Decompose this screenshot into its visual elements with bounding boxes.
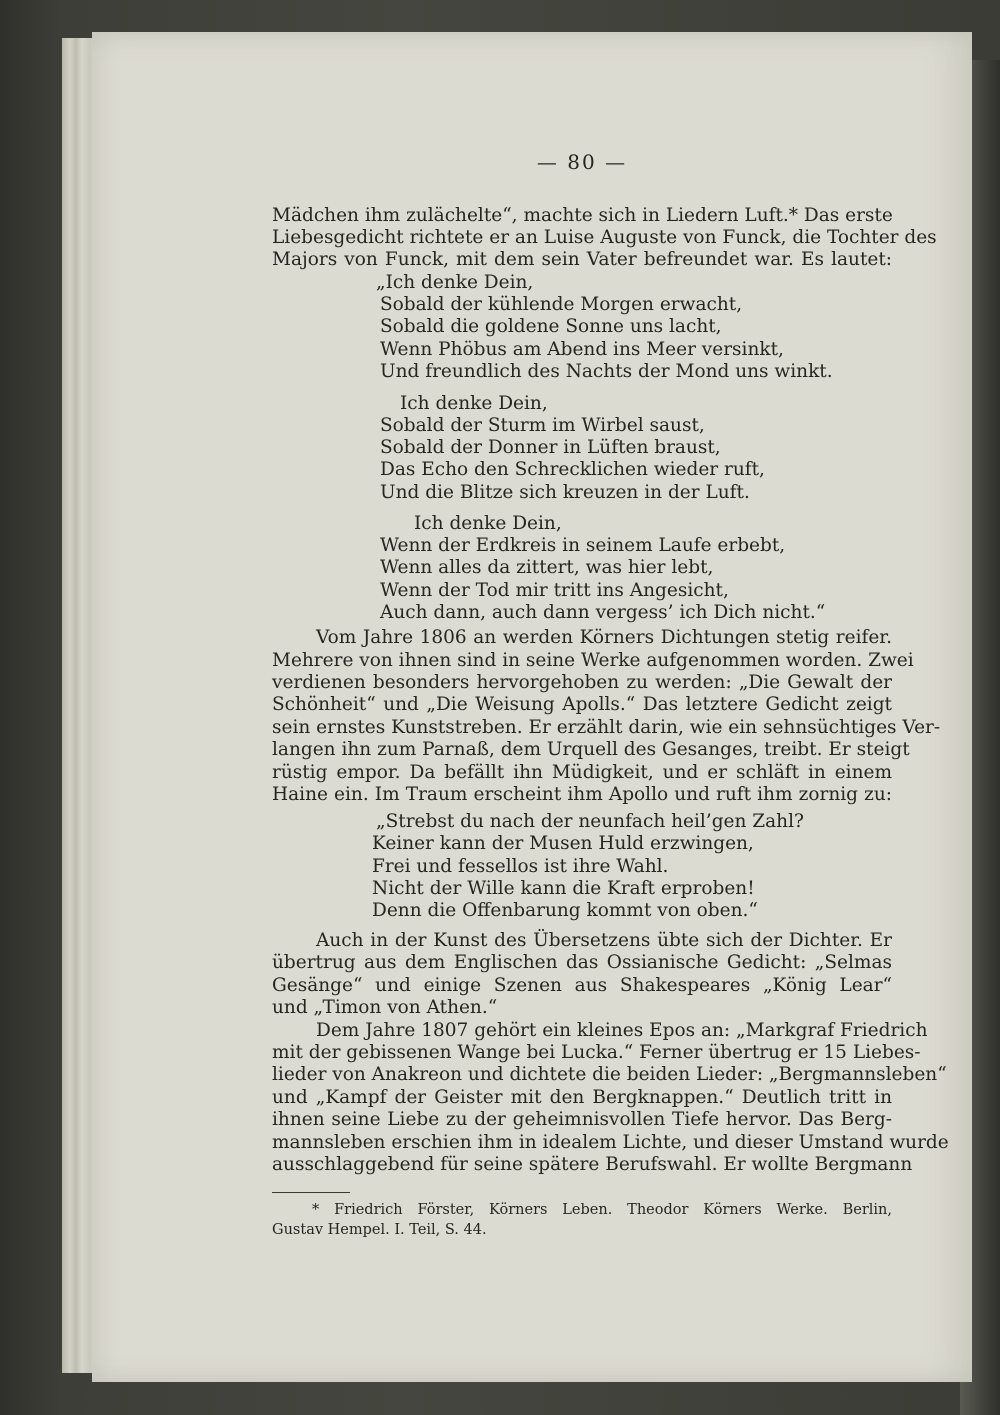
text-line: Vom Jahre 1806 an werden Körners Dichtungen stetig reifer. [316,627,892,648]
poem-line: Wenn der Erdkreis in seinem Laufe erbebt, [380,535,786,556]
poem-line: Ich denke Dein, [400,393,548,414]
poem-line: Sobald der Sturm im Wirbel saust, [380,415,705,436]
footnote-rule [272,1192,350,1193]
text-line: Mädchen ihm zulächelte“, machte sich in Liedern Luft.* Das erste [272,205,893,226]
poem-line: Sobald der kühlende Morgen erwacht, [380,294,743,315]
poem-line: Frei und fessellos ist ihre Wahl. [372,856,669,877]
text-line: langen ihn zum Parnaß, dem Urquell des Gesanges, treibt. Er steigt [272,739,910,760]
text-line: Dem Jahre 1807 gehört ein kleines Epos an: „Markgraf Friedrich [316,1020,928,1041]
poem-line: Wenn der Tod mir tritt ins Angesicht, [380,580,729,601]
footnote-line: Gustav Hempel. I. Teil, S. 44. [272,1222,487,1238]
text-line: ausschlaggebend für seine spätere Berufswahl. Er wollte Bergmann [272,1154,913,1175]
poem-line: Denn die Offenbarung kommt von oben.“ [372,900,758,921]
text-line: Auch in der Kunst des Übersetzens übte sich der Dichter. Er [316,930,892,951]
poem-line: Und die Blitze sich kreuzen in der Luft. [380,482,750,503]
text-line: mannsleben erschien ihm in idealem Lichte, und dieser Umstand wurde [272,1132,949,1153]
text-line: Mehrere von ihnen sind in seine Werke aufgenommen worden. Zwei [272,650,914,671]
poem-line: Sobald die goldene Sonne uns lacht, [380,316,722,337]
poem-line: Das Echo den Schrecklichen wieder ruft, [380,459,765,480]
text-line: sein ernstes Kunststreben. Er erzählt darin, wie ein sehnsüchtiges Ver- [272,717,941,738]
text-line: Haine ein. Im Traum erscheint ihm Apollo und ruft ihm zornig zu: [272,784,892,805]
poem-line: Wenn Phöbus am Abend ins Meer versinkt, [380,339,784,360]
poem-line: „Strebst du nach der neunfach heil’gen Zahl? [376,811,804,832]
poem-line: Nicht der Wille kann die Kraft erproben! [372,878,755,899]
poem-line: „Ich denke Dein, [376,272,534,293]
text-line: und „Kampf der Geister mit den Bergknappen.“ Deutlich tritt in [272,1087,892,1108]
poem-line: Ich denke Dein, [414,513,562,534]
text-line: Schönheit“ und „Die Weisung Apolls.“ Das letztere Gedicht zeigt [272,694,892,715]
text-line: ihnen seine Liebe zu der geheimnisvollen Tiefe hervor. Das Berg- [272,1109,892,1130]
text-line: und „Timon von Athen.“ [272,997,498,1018]
text-line: Gesänge“ und einige Szenen aus Shakespeares „König Lear“ [272,975,892,996]
text-line: Liebesgedicht richtete er an Luise Auguste von Funck, die Tochter des [272,227,937,248]
footnote-line: * Friedrich Förster, Körners Leben. Theodor Körners Werke. Berlin, [312,1202,892,1218]
text-line: Majors von Funck, mit dem sein Vater befreundet war. Es lautet: [272,249,892,270]
poem-line: Wenn alles da zittert, was hier lebt, [380,557,714,578]
page-number: — 80 — [536,150,628,174]
poem-line: Keiner kann der Musen Huld erzwingen, [372,833,754,854]
text-line: übertrug aus dem Englischen das Ossianische Gedicht: „Selmas [272,952,892,973]
poem-line: Auch dann, auch dann vergess’ ich Dich nicht.“ [380,602,826,623]
text-line: lieder von Anakreon und dichtete die beiden Lieder: „Bergmannsleben“ [272,1064,947,1085]
text-line: verdienen besonders hervorgehoben zu werden: „Die Gewalt der [272,672,892,693]
text-line: mit der gebissenen Wange bei Lucka.“ Ferner übertrug er 15 Liebes- [272,1042,921,1063]
poem-line: Sobald der Donner in Lüften braust, [380,437,721,458]
poem-line: Und freundlich des Nachts der Mond uns winkt. [380,361,833,382]
text-line: rüstig empor. Da befällt ihn Müdigkeit, und er schläft in einem [272,762,892,783]
